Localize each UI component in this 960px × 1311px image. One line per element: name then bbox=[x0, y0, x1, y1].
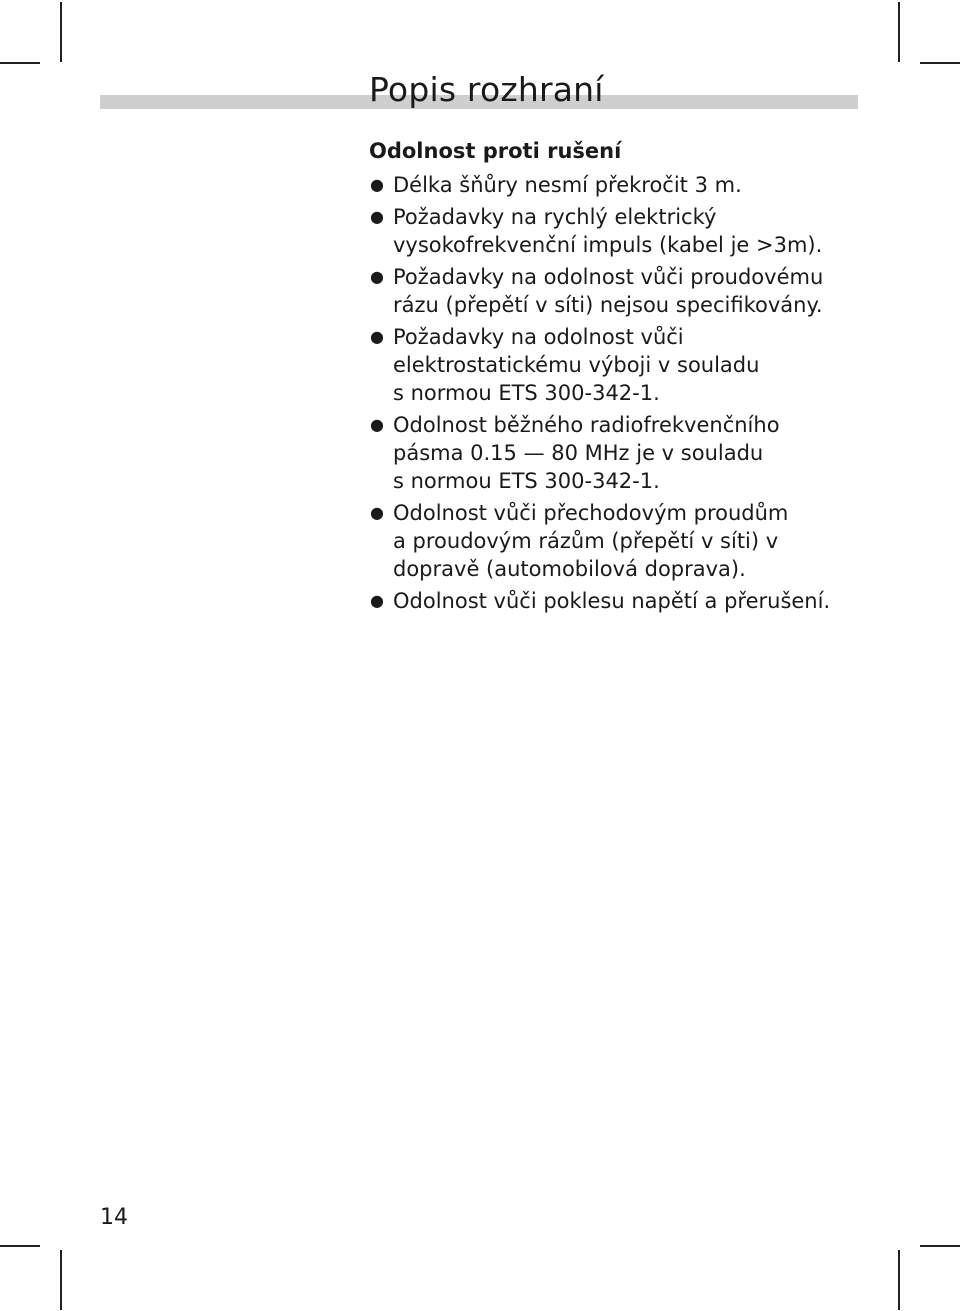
list-item-line: elektrostatickému výboji v souladu bbox=[393, 353, 760, 377]
bullet-icon: ● bbox=[370, 327, 384, 346]
list-item-line: Požadavky na odolnost vůči proudovému bbox=[393, 265, 824, 289]
list-item-line: pásma 0.15 — 80 MHz je v souladu bbox=[393, 441, 764, 465]
list-item bbox=[369, 499, 869, 583]
list-item-line: Odolnost vůči poklesu napětí a přerušení. bbox=[393, 589, 831, 613]
list-item-line: Požadavky na rychlý elektrický bbox=[393, 205, 717, 229]
list-item-line: a proudovým rázům (přepětí v síti) v bbox=[393, 529, 779, 553]
list-item-line: Odolnost běžného radiofrekvenčního bbox=[393, 413, 780, 437]
crop-mark-top-right-vertical bbox=[898, 2, 900, 62]
list-item-line: rázu (přepětí v síti) nejsou specifikovány. bbox=[393, 293, 823, 317]
list-item bbox=[369, 263, 869, 319]
list-item bbox=[369, 203, 869, 259]
crop-mark-top-right-horizontal bbox=[920, 62, 960, 64]
bullet-icon: ● bbox=[370, 591, 384, 610]
list-item-line: s normou ETS 300-342-1. bbox=[393, 381, 660, 405]
bullet-icon: ● bbox=[370, 175, 384, 194]
list-item-line: Odolnost vůči přechodovým proudům bbox=[393, 501, 789, 525]
list-item-line: vysokofrekvenční impuls (kabel je >3m). bbox=[393, 233, 823, 257]
list-item bbox=[369, 323, 869, 407]
bullet-icon: ● bbox=[370, 415, 384, 434]
crop-mark-bottom-left-vertical bbox=[60, 1250, 62, 1310]
list-item-line: Požadavky na odolnost vůči bbox=[393, 325, 684, 349]
crop-mark-bottom-right-vertical bbox=[898, 1250, 900, 1310]
bullet-icon: ● bbox=[370, 207, 384, 226]
list-item bbox=[369, 171, 869, 199]
bullet-icon: ● bbox=[370, 267, 384, 286]
crop-mark-top-left-horizontal bbox=[0, 62, 40, 64]
list-item-line: Délka šňůry nesmí překročit 3 m. bbox=[393, 173, 742, 197]
section-heading: Odolnost proti rušení bbox=[369, 139, 622, 163]
list-item-line: s normou ETS 300-342-1. bbox=[393, 469, 660, 493]
bullet-icon: ● bbox=[370, 503, 384, 522]
crop-mark-bottom-right-horizontal bbox=[920, 1245, 960, 1247]
content-section bbox=[369, 137, 869, 619]
page-number: 14 bbox=[100, 1205, 128, 1230]
crop-mark-top-left-vertical bbox=[60, 2, 62, 62]
list-item bbox=[369, 411, 869, 495]
crop-mark-bottom-left-horizontal bbox=[0, 1245, 40, 1247]
bullet-list bbox=[369, 171, 869, 615]
list-item-line: dopravě (automobilová doprava). bbox=[393, 557, 746, 581]
list-item bbox=[369, 587, 869, 615]
page-title: Popis rozhraní bbox=[369, 70, 604, 109]
